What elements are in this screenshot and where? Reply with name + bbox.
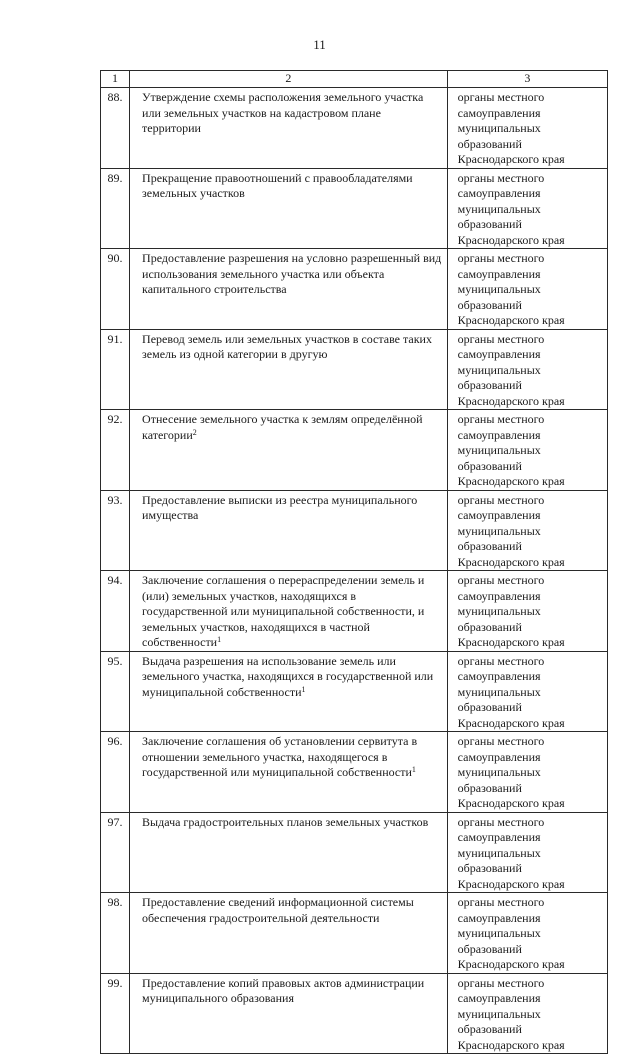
authority-cell: органы местного самоуправления муниципальных образований Краснодарского края bbox=[447, 329, 607, 410]
service-name: Предоставление копий правовых актов администрации муниципального образования bbox=[142, 975, 425, 1005]
row-number: 92. bbox=[101, 410, 130, 491]
authority-cell: органы местного самоуправления муниципальных образований Краснодарского края bbox=[447, 571, 607, 652]
service-cell bbox=[130, 410, 448, 491]
row-number: 97. bbox=[101, 812, 130, 893]
service-name: Предоставление разрешения на условно разрешенный вид использования земельного участка или объекта капитального строительства bbox=[142, 251, 442, 296]
row-number: 99. bbox=[101, 973, 130, 1054]
service-name: Выдача градостроительных планов земельных участков bbox=[142, 814, 429, 829]
table-row bbox=[101, 249, 608, 330]
service-cell bbox=[130, 651, 448, 732]
row-number: 93. bbox=[101, 490, 130, 571]
authority-cell: органы местного самоуправления муниципальных образований Краснодарского края bbox=[447, 249, 607, 330]
table-row bbox=[101, 732, 608, 813]
page-number: 11 bbox=[313, 37, 326, 52]
service-name: Предоставление сведений информационной системы обеспечения градостроительной деятельности bbox=[142, 895, 414, 925]
table-body bbox=[101, 88, 608, 1054]
row-number: 90. bbox=[101, 249, 130, 330]
service-name: Перевод земель или земельных участков в составе таких земель из одной категории в другую bbox=[142, 331, 432, 361]
footnote-marker: 1 bbox=[217, 635, 222, 644]
authority-cell: органы местного самоуправления муниципальных образований Краснодарского края bbox=[447, 812, 607, 893]
table-row bbox=[101, 490, 608, 571]
table-row bbox=[101, 88, 608, 169]
service-name: Отнесение земельного участка к землям определённой категории bbox=[142, 412, 423, 442]
footnote-marker: 1 bbox=[301, 684, 306, 694]
column-header-3: 3 bbox=[447, 71, 607, 88]
service-cell bbox=[130, 732, 448, 813]
service-cell bbox=[130, 571, 448, 652]
service-name: Заключение соглашения об установлении сервитута в отношении земельного участка, находящегося в государственной или муниципальной собственности bbox=[142, 734, 418, 779]
authority-cell: органы местного самоуправления муниципальных образований Краснодарского края bbox=[447, 651, 607, 732]
row-number: 91. bbox=[101, 329, 130, 410]
footnote-marker: 2 bbox=[192, 427, 197, 437]
authority-cell: органы местного самоуправления муниципальных образований Краснодарского края bbox=[447, 973, 607, 1054]
column-header-2: 2 bbox=[130, 71, 448, 88]
row-number: 96. bbox=[101, 732, 130, 813]
table-header bbox=[101, 71, 608, 88]
service-cell bbox=[130, 168, 448, 249]
authority-cell: органы местного самоуправления муниципальных образований Краснодарского края bbox=[447, 732, 607, 813]
table-row bbox=[101, 651, 608, 732]
row-number: 88. bbox=[101, 88, 130, 169]
table-row bbox=[101, 168, 608, 249]
footnote-marker: 1 bbox=[411, 765, 416, 774]
service-name: Утверждение схемы расположения земельного участка или земельных участков на кадастровом плане территории bbox=[142, 90, 424, 135]
service-cell bbox=[130, 973, 448, 1054]
service-cell bbox=[130, 329, 448, 410]
row-number: 94. bbox=[101, 571, 130, 652]
service-name: Заключение соглашения о перераспределении земель и (или) земельных участков, находящихся в государственной или муниципальной собственности, и земельных участков, находящихся в частной собственности bbox=[142, 573, 425, 649]
authority-cell: органы местного самоуправления муниципальных образований Краснодарского края bbox=[447, 410, 607, 491]
row-number: 98. bbox=[101, 893, 130, 974]
row-number: 89. bbox=[101, 168, 130, 249]
table-row bbox=[101, 410, 608, 491]
authority-cell: органы местного самоуправления муниципальных образований Краснодарского края bbox=[447, 88, 607, 169]
table-row bbox=[101, 571, 608, 652]
column-header-1: 1 bbox=[101, 71, 130, 88]
table-row bbox=[101, 329, 608, 410]
service-cell bbox=[130, 812, 448, 893]
service-cell bbox=[130, 88, 448, 169]
authority-cell: органы местного самоуправления муниципальных образований Краснодарского края bbox=[447, 490, 607, 571]
authority-cell: органы местного самоуправления муниципальных образований Краснодарского края bbox=[447, 168, 607, 249]
service-name: Предоставление выписки из реестра муниципального имущества bbox=[142, 492, 418, 522]
service-cell bbox=[130, 490, 448, 571]
row-number: 95. bbox=[101, 651, 130, 732]
service-name: Выдача разрешения на использование земель или земельного участка, находящихся в государственной или муниципальной собственности bbox=[142, 653, 434, 699]
services-table bbox=[100, 70, 608, 1054]
service-cell bbox=[130, 249, 448, 330]
authority-cell: органы местного самоуправления муниципальных образований Краснодарского края bbox=[447, 893, 607, 974]
table-row bbox=[101, 812, 608, 893]
table-row bbox=[101, 973, 608, 1054]
service-name: Прекращение правоотношений с правообладателями земельных участков bbox=[142, 170, 413, 200]
